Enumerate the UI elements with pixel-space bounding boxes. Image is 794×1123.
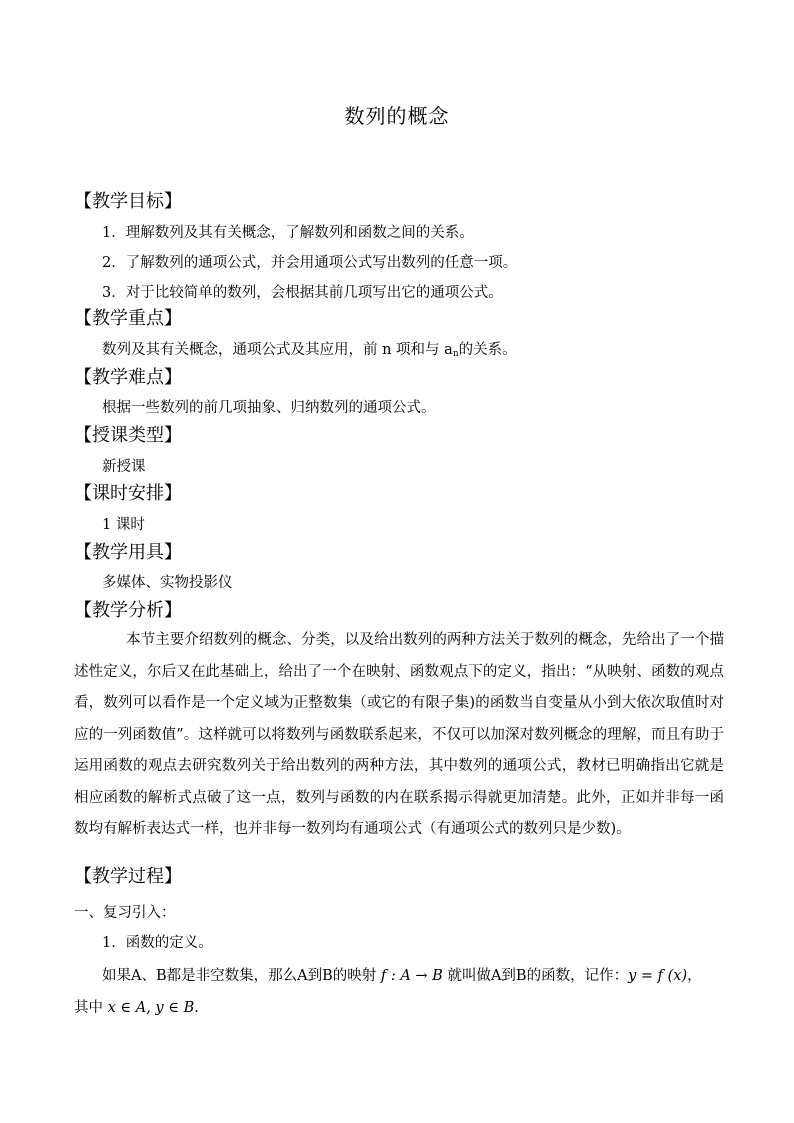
heading-analysis: 【教学分析】 [74,600,182,621]
objective-item-2: 2．了解数列的通项公式，并会用通项公式写出数列的任意一项。 [102,255,518,271]
schedule-text: 1 课时 [102,517,145,533]
definition-text-3: ， [687,968,702,984]
heading-process: 【教学过程】 [74,866,182,887]
key-points-text-end: 的关系。 [458,342,517,358]
difficulties-text: 根据一些数列的前几项抽象、归纳数列的通项公式。 [102,400,436,416]
key-points-subscript: n [452,349,459,359]
definition-text-1: 如果A、B都是非空数集，那么A到B的映射 [102,968,377,984]
lesson-type-text: 新授课 [102,459,146,475]
key-points-text [102,340,517,364]
heading-key-points: 【教学重点】 [74,308,182,329]
page-title: 数列的概念 [344,104,450,128]
function-definition-line-1 [102,966,702,986]
definition-line2-prefix: 其中 [74,1000,103,1016]
function-formula: y = f (x) [628,968,688,984]
objective-item-3: 3．对于比较简单的数列，会根据其前几项写出它的通项公式。 [102,285,503,301]
process-sub-1: 1．函数的定义。 [102,935,213,951]
definition-text-2: 就叫做A到B的函数，记作： [447,968,629,984]
heading-lesson-type: 【授课类型】 [74,425,182,446]
heading-objectives: 【教学目标】 [74,191,182,212]
heading-tools: 【教学用具】 [74,542,182,563]
heading-difficulties: 【教学难点】 [74,367,182,388]
function-definition-line-2 [74,998,199,1018]
key-points-text-main: 数列及其有关概念，通项公式及其应用，前 n 项和与 a [102,342,453,358]
mapping-formula: f : A → B [380,968,443,984]
process-step-1: 一、复习引入： [74,905,176,921]
domain-formula: x ∈ A, y ∈ B. [107,1000,199,1016]
analysis-paragraph: 本节主要介绍数列的概念、分类，以及给出数列的两种方法关于数列的概念，先给出了一个描述性定义，尔后又在此基础上，给出了一个在映射、函数观点下的定义，指出：“从映射、函数的观点看，数列可以看作是一个定义域为正整数集（或它的有限子集)的函数当自变量从小到大依次取值时对应的一列函数值”。这样就可以将数列与函数联系起来，不仅可以加深对数列概念的理解，而且有助于运用函数的观点去研究数列关于给出数列的两种方法，其中数列的通项公式，教材已明确指出它就是相应函数的解析式点破了这一点，数列与函数的内在联系揭示得就更加清楚。此外，正如并非每一函数均有解析表达式一样，也并非每一数列均有通项公式（有通项公式的数列只是少数)。 [74,632,724,837]
objective-item-1: 1．理解数列及其有关概念，了解数列和函数之间的关系。 [102,225,474,241]
tools-text: 多媒体、实物投影仪 [102,575,233,591]
heading-schedule: 【课时安排】 [74,483,182,504]
